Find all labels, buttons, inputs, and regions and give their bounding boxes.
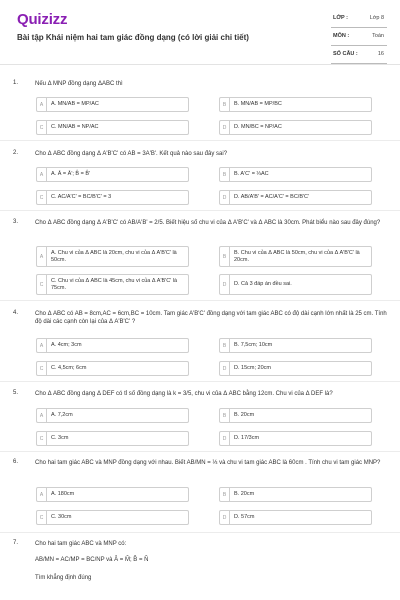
question-text: Cho Δ ABC đồng dạng Δ A'B'C' có AB/A'B' = 2/5. Biết hiệu số chu vi của Δ A'B'C' và Δ ABC là 30cm. Phát biểu nào sau đây đúng? — [35, 220, 381, 226]
option-text: C. MN/AB = NP/AC — [51, 124, 99, 130]
question-number: 4. — [13, 310, 19, 316]
option-text: B. 20cm — [234, 491, 255, 497]
option-letter: B — [220, 339, 230, 352]
option-d[interactable] — [219, 190, 372, 205]
option-text: B. A'C' = ⅓AC — [234, 171, 269, 177]
header-divider — [0, 64, 400, 65]
question-prompt: Tìm khẳng định đúng — [35, 575, 92, 581]
option-text: D. 57cm — [234, 514, 255, 520]
option-letter: C — [37, 362, 47, 375]
question-text: Cho Δ ABC đồng dạng Δ DEF có tỉ số đồng dạng là k = 3/5, chu vi của Δ ABC bằng 12cm. Chu vi của Δ DEF là? — [35, 391, 333, 397]
option-a[interactable] — [36, 487, 189, 502]
option-letter: A — [37, 98, 47, 111]
option-a[interactable] — [36, 408, 189, 423]
option-text: D. 15cm; 20cm — [234, 365, 271, 371]
meta-label: MÔN : — [333, 33, 350, 39]
question-divider — [0, 140, 400, 141]
option-b[interactable] — [219, 408, 372, 423]
option-b[interactable] — [219, 246, 372, 267]
option-letter: A — [37, 168, 47, 181]
meta-value: Lớp 8 — [369, 15, 384, 21]
option-c[interactable] — [36, 510, 189, 525]
option-letter: B — [220, 488, 230, 501]
meta-row-subject — [331, 30, 387, 46]
option-text: A. Â = Â'; B̂ = B̂' — [51, 171, 91, 177]
meta-box — [331, 12, 387, 66]
question-divider — [0, 532, 400, 533]
option-b[interactable] — [219, 167, 372, 182]
option-letter: B — [220, 247, 230, 266]
option-text: B. 20cm — [234, 412, 255, 418]
option-c[interactable] — [36, 190, 189, 205]
option-letter: D — [220, 511, 230, 524]
option-letter: C — [37, 121, 47, 134]
meta-value: 16 — [377, 51, 384, 57]
option-text: C. 3cm — [51, 435, 69, 441]
meta-label: LỚP : — [333, 15, 348, 21]
question-divider — [0, 381, 400, 382]
meta-value: Toán — [372, 33, 384, 39]
option-text: D. MN/BC = NP/AC — [234, 124, 282, 130]
option-letter: D — [220, 362, 230, 375]
option-letter: B — [220, 98, 230, 111]
option-b[interactable] — [219, 97, 372, 112]
option-letter: C — [37, 511, 47, 524]
option-text: A. 180cm — [51, 491, 75, 497]
header — [0, 0, 400, 63]
option-text: C. 4,5cm; 6cm — [51, 365, 87, 371]
question-number: 3. — [13, 219, 19, 225]
option-letter: D — [220, 275, 230, 294]
option-c[interactable] — [36, 431, 189, 446]
option-letter: C — [37, 432, 47, 445]
question-number: 6. — [13, 459, 19, 465]
option-d[interactable] — [219, 431, 372, 446]
option-c[interactable] — [36, 361, 189, 376]
quizizz-logo[interactable]: Quizizz — [17, 11, 68, 28]
option-text: A. 4cm; 3cm — [51, 342, 82, 348]
option-letter: D — [220, 432, 230, 445]
option-text: C. Chu vi của Δ ABC là 45cm, chu vi của Δ A'B'C' là 75cm. — [51, 277, 178, 291]
option-letter: A — [37, 488, 47, 501]
option-letter: D — [220, 121, 230, 134]
question-text: Cho Δ ABC có AB = 8cm,AC = 6cm,BC = 10cm. Tam giác A'B'C' đồng dạng với tam giác ABC có độ dài cạnh lớn nhất là 25 cm. Tính độ dài các cạnh còn lại của Δ A'B'C' ? — [35, 311, 387, 325]
question-number: 5. — [13, 390, 19, 396]
option-text: B. MN/AB = MP/BC — [234, 101, 282, 107]
option-text: B. Chu vi của Δ ABC là 50cm, chu vi của Δ A'B'C' là 20cm. — [234, 249, 360, 263]
option-a[interactable] — [36, 338, 189, 353]
option-b[interactable] — [219, 487, 372, 502]
option-text: A. 7,2cm — [51, 412, 73, 418]
option-text: C. 30cm — [51, 514, 72, 520]
option-a[interactable] — [36, 167, 189, 182]
meta-row-count — [331, 48, 387, 64]
question-text: Nếu Δ MNP đồng dạng ΔABC thì — [35, 81, 123, 87]
option-text: D. AB/A'B' = AC/A'C' = BC/B'C' — [234, 194, 310, 200]
option-text: C. AC/A'C' = BC/B'C' = 3 — [51, 194, 112, 200]
meta-label: SỐ CÂU : — [333, 51, 358, 57]
question-divider — [0, 451, 400, 452]
question-text: Cho hai tam giác ABC và MNP đồng dạng với nhau. Biết AB/MN = ⅓ và chu vi tam giác ABC là 60cm . Tính chu vi tam giác MNP? — [35, 460, 381, 466]
option-text: A. MN/AB = MP/AC — [51, 101, 99, 107]
option-c[interactable] — [36, 274, 189, 295]
option-d[interactable] — [219, 510, 372, 525]
question-divider — [0, 210, 400, 211]
meta-row-class — [331, 12, 387, 28]
option-d[interactable] — [219, 361, 372, 376]
option-a[interactable] — [36, 97, 189, 112]
option-letter: C — [37, 275, 47, 294]
question-number: 1. — [13, 80, 19, 86]
option-letter: B — [220, 168, 230, 181]
option-letter: A — [37, 339, 47, 352]
question-formula: AB/MN = AC/MP = BC/NP và Â = M̂; B̂ = N̂ — [35, 557, 149, 563]
question-divider — [0, 300, 400, 301]
option-letter: C — [37, 191, 47, 204]
option-letter: B — [220, 409, 230, 422]
option-text: B. 7,5cm; 10cm — [234, 342, 273, 348]
option-c[interactable] — [36, 120, 189, 135]
option-text: A. Chu vi của Δ ABC là 20cm, chu vi của Δ A'B'C' là 50cm. — [51, 249, 177, 263]
option-letter: A — [37, 247, 47, 266]
option-letter: D — [220, 191, 230, 204]
question-number: 7. — [13, 540, 19, 546]
option-b[interactable] — [219, 338, 372, 353]
option-letter: A — [37, 409, 47, 422]
option-d[interactable] — [219, 274, 372, 295]
question-text: Cho Δ ABC đồng dạng Δ A'B'C' có AB = 3A'B'. Kết quả nào sau đây sai? — [35, 151, 228, 157]
option-text: D. Cả 3 đáp án đều sai. — [234, 281, 292, 287]
option-a[interactable] — [36, 246, 189, 267]
question-number: 2. — [13, 150, 19, 156]
question-text: Cho hai tam giác ABC và MNP có: — [35, 541, 127, 547]
option-d[interactable] — [219, 120, 372, 135]
option-text: D. 17/3cm — [234, 435, 260, 441]
page-title: Bài tập Khái niệm hai tam giác đồng dạng (có lời giải chi tiết) — [17, 33, 249, 42]
